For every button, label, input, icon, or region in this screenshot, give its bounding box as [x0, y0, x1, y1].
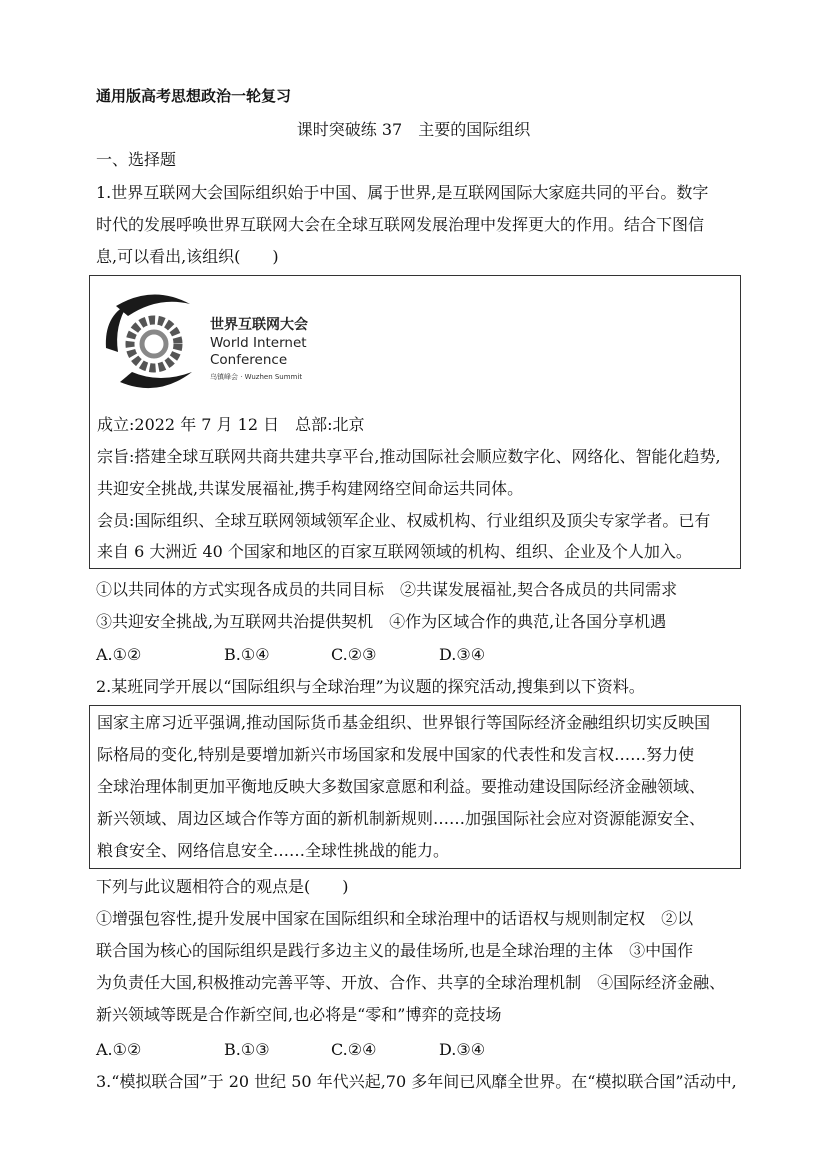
q1-stem-line-3: 息,可以看出,该组织( ): [96, 247, 279, 266]
q2-stem: 2.某班同学开展以“国际组织与全球治理”为议题的探究活动,搜集到以下资料。: [96, 677, 645, 696]
q2-statements-line-2: 联合国为核心的国际组织是践行多边主义的最佳场所,也是全球治理的主体 ③中国作: [96, 941, 694, 960]
q3-stem: 3.“模拟联合国”于 20 世纪 50 年代兴起,70 多年间已风靡全世界。在“模拟联合国”活动中,: [96, 1072, 737, 1091]
q2-material-box: [89, 705, 741, 869]
q1-option-c[interactable]: C.②③: [331, 645, 377, 664]
q2-option-c[interactable]: C.②④: [331, 1040, 377, 1059]
q1-box-line-1: 成立:2022 年 7 月 12 日 总部:北京: [97, 415, 365, 434]
q2-option-d[interactable]: D.③④: [439, 1040, 486, 1059]
q2-statements-line-3: 为负责任大国,积极推动完善平等、开放、合作、共享的全球治理机制 ④国际经济金融、: [96, 973, 726, 992]
q2-box-line-5: 粮食安全、网络信息安全……全球性挑战的能力。: [97, 841, 450, 860]
logo-chinese-name: 世界互联网大会: [210, 317, 308, 333]
q2-options: [96, 1040, 736, 1062]
q1-box-line-2: 宗旨:搭建全球互联网共商共建共享平台,推动国际社会顺应数字化、网络化、智能化趋势,: [97, 447, 721, 466]
section-heading: 一、选择题: [96, 150, 177, 169]
q2-option-b[interactable]: B.①③: [224, 1040, 270, 1059]
q1-option-a[interactable]: A.①②: [96, 645, 142, 664]
lesson-title: 课时突破练 37 主要的国际组织: [296, 120, 531, 139]
q2-statements-line-4: 新兴领域等既是合作新空间,也必将是“零和”博弈的竞技场: [96, 1005, 502, 1024]
q1-box-line-3: 共迎安全挑战,共谋发展福祉,携手构建网络空间命运共同体。: [97, 479, 524, 498]
q1-statements-line-1: ①以共同体的方式实现各成员的共同目标 ②共谋发展福祉,契合各成员的共同需求: [96, 580, 678, 599]
logo-summit-name: 乌镇峰会 · Wuzhen Summit: [210, 373, 303, 381]
subject-heading: 通用版高考思想政治一轮复习: [96, 87, 292, 105]
q1-option-b[interactable]: B.①④: [224, 645, 270, 664]
q2-option-a[interactable]: A.①②: [96, 1040, 142, 1059]
q1-option-d[interactable]: D.③④: [439, 645, 486, 664]
q2-box-line-3: 全球治理体制更加平衡地反映大多数国家意愿和利益。要推动建设国际经济金融领域、: [97, 777, 706, 796]
q1-info-box: [89, 275, 741, 569]
q1-box-line-5: 来自 6 大洲近 40 个国家和地区的百家互联网领域的机构、组织、企业及个人加入。: [97, 542, 692, 561]
q2-statements-line-1: ①增强包容性,提升发展中国家在国际组织和全球治理中的话语权与规则制定权 ②以: [96, 909, 694, 928]
logo-english-name: World Internet Conference: [210, 335, 307, 368]
q1-stem-line-2: 时代的发展呼唤世界互联网大会在全球互联网发展治理中发挥更大的作用。结合下图信: [96, 215, 705, 234]
q2-box-line-1: 国家主席习近平强调,推动国际货币基金组织、世界银行等国际经济金融组织切实反映国: [97, 713, 711, 732]
wic-logo-mark-icon: [98, 286, 208, 396]
q1-options: [96, 645, 736, 667]
q2-box-line-4: 新兴领域、周边区域合作等方面的新机制新规则……加强国际社会应对资源能源安全、: [97, 809, 706, 828]
q1-statements-line-2: ③共迎安全挑战,为互联网共治提供契机 ④作为区域合作的典范,让各国分享机遇: [96, 612, 667, 631]
q1-box-line-4: 会员:国际组织、全球互联网领域领军企业、权威机构、行业组织及顶尖专家学者。已有: [97, 511, 711, 530]
q2-question: 下列与此议题相符合的观点是( ): [96, 877, 349, 896]
wic-logo: [98, 286, 308, 396]
q1-stem-line-1: 1.世界互联网大会国际组织始于中国、属于世界,是互联网国际大家庭共同的平台。数字: [96, 183, 709, 202]
q2-box-line-2: 际格局的变化,特别是要增加新兴市场国家和发展中国家的代表性和发言权……努力使: [97, 745, 695, 764]
